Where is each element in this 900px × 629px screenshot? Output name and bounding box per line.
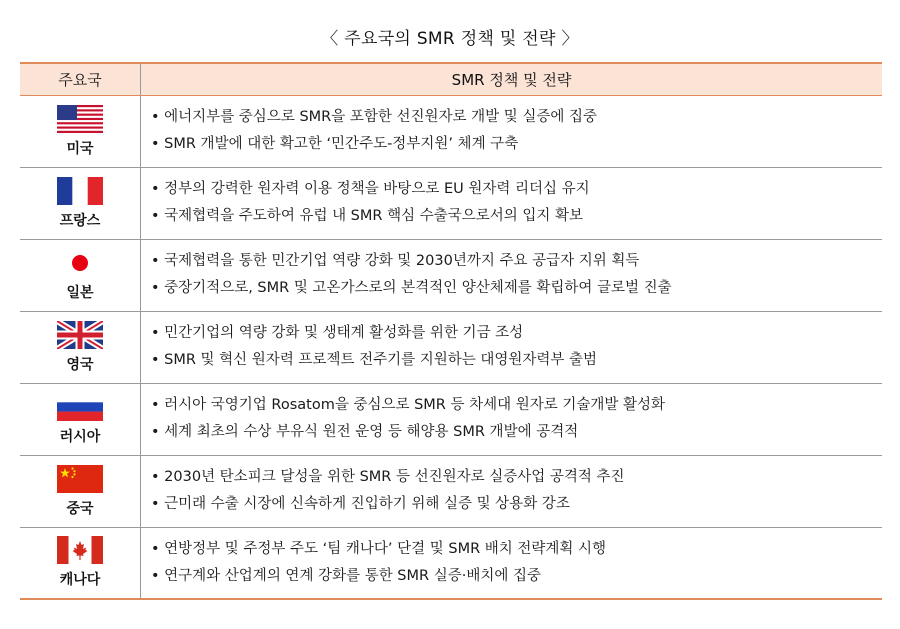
- policy-cell: [141, 527, 883, 599]
- table-row: [20, 311, 882, 383]
- country-cell: [20, 527, 141, 599]
- japan-flag-icon: [57, 249, 103, 277]
- policy-line: • SMR 및 혁신 원자력 프로젝트 전주기를 지원하는 대영원자력부 출범: [151, 352, 598, 368]
- policy-line: • SMR 개발에 대한 확고한 ‘민간주도-정부지원’ 체계 구축: [151, 136, 519, 152]
- country-name: 캐나다: [59, 572, 101, 589]
- policy-cell: [141, 383, 883, 455]
- table-row: [20, 167, 882, 239]
- uk-flag-icon: [57, 321, 103, 349]
- policy-line: • 연구계와 산업계의 연계 강화를 통한 SMR 실증·배치에 집중: [151, 567, 541, 584]
- russia-flag-icon: [57, 393, 103, 421]
- country-name: 프랑스: [59, 212, 101, 229]
- country-name: 영국: [66, 356, 94, 373]
- header-policy: SMR 정책 및 전략: [141, 63, 883, 95]
- policy-line: • 연방정부 및 주정부 주도 ‘팀 캐나다’ 단결 및 SMR 배치 전략계획 시행: [151, 540, 607, 557]
- document-title: 〈 주요국의 SMR 정책 및 전략 〉: [321, 29, 579, 49]
- policy-line: • 중장기적으로, SMR 및 고온가스로의 본격적인 양산체제를 확립하여 글로벌 진출: [151, 280, 672, 296]
- policy-line: • 2030년 탄소피크 달성을 위한 SMR 등 선진원자로 실증사업 공격적 추진: [151, 469, 625, 485]
- country-cell: [20, 95, 141, 167]
- policy-line: • 민간기업의 역량 강화 및 생태계 활성화를 위한 기금 조성: [151, 325, 524, 341]
- table-header-row: [20, 63, 882, 95]
- country-name: 일본: [66, 284, 94, 301]
- country-name: 러시아: [59, 428, 101, 445]
- policy-line: • 러시아 국영기업 Rosatom을 중심으로 SMR 등 차세대 원자로 기술개발 활성화: [151, 397, 666, 413]
- table-row: [20, 383, 882, 455]
- header-country: 주요국: [20, 63, 141, 95]
- country-cell: [20, 167, 141, 239]
- country-cell: [20, 455, 141, 527]
- table-row: [20, 239, 882, 311]
- policy-cell: [141, 239, 883, 311]
- policy-cell: [141, 311, 883, 383]
- country-cell: [20, 311, 141, 383]
- policy-line: • 국제협력을 주도하여 유럽 내 SMR 핵심 수출국으로서의 입지 확보: [151, 208, 583, 224]
- policy-cell: [141, 167, 883, 239]
- us-flag-icon: [57, 105, 103, 133]
- policy-table: [20, 62, 882, 600]
- canada-flag-icon: [57, 536, 103, 564]
- policy-line: • 정부의 강력한 원자력 이용 정책을 바탕으로 EU 원자력 리더십 유지: [151, 181, 590, 197]
- policy-cell: [141, 455, 883, 527]
- china-flag-icon: [57, 465, 103, 493]
- policy-line: • 근미래 수출 시장에 신속하게 진입하기 위해 실증 및 상용화 강조: [151, 496, 570, 512]
- policy-line: • 세계 최초의 수상 부유식 원전 운영 등 해양용 SMR 개발에 공격적: [151, 424, 579, 440]
- policy-cell: [141, 95, 883, 167]
- policy-line: • 국제협력을 통한 민간기업 역량 강화 및 2030년까지 주요 공급자 지위 획득: [151, 253, 640, 269]
- country-name: 미국: [66, 140, 94, 157]
- table-row: [20, 95, 882, 167]
- policy-line: • 에너지부를 중심으로 SMR을 포함한 선진원자로 개발 및 실증에 집중: [151, 109, 598, 125]
- country-name: 중국: [66, 500, 94, 517]
- table-row: [20, 527, 882, 599]
- table-row: [20, 455, 882, 527]
- france-flag-icon: [57, 177, 103, 205]
- country-cell: [20, 383, 141, 455]
- country-cell: [20, 239, 141, 311]
